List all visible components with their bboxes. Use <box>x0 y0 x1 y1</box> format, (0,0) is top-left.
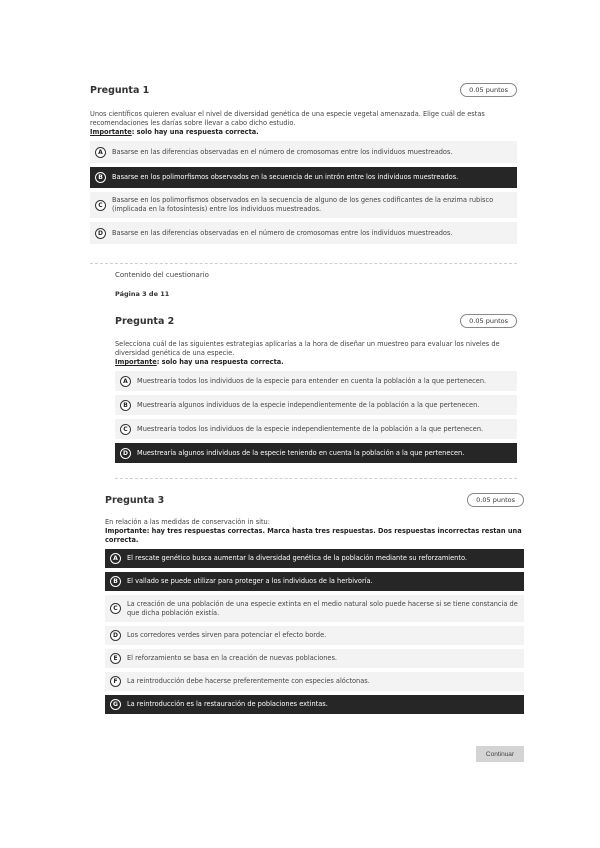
question-text: En relación a las medidas de conservación in situ: <box>105 518 270 526</box>
divider <box>115 478 517 479</box>
continue-button[interactable]: Continuar <box>476 746 524 762</box>
option-text: Muestrearía todos los individuos de la especie independientemente de la población a la que pertenecen. <box>137 424 484 433</box>
option-letter: D <box>110 630 121 641</box>
option-a[interactable] <box>105 549 524 568</box>
question-text: Selecciona cuál de las siguientes estrategias aplicarías a la hora de diseñar un muestreo para evaluar los niveles de diversidad genética de una especie. <box>115 340 500 357</box>
option-letter: B <box>110 576 121 587</box>
option-letter: B <box>120 400 131 411</box>
option-letter: A <box>120 376 131 387</box>
question-title: Pregunta 2 <box>115 315 175 327</box>
option-letter: F <box>110 676 121 687</box>
option-letter: G <box>110 699 121 710</box>
option-text: El vallado se puede utilizar para proteger a los individuos de la herbivoría. <box>127 577 373 585</box>
option-g[interactable] <box>105 695 524 714</box>
option-text: La reintroducción es la restauración de poblaciones extintas. <box>127 700 328 708</box>
option-c[interactable] <box>115 419 517 439</box>
option-c[interactable] <box>105 595 524 622</box>
option-text: Basarse en los polimorfismos observados en la secuencia de alguno de los genes codificantes de la enzima rubisco (implicada en la fotosíntesis) entre los individuos muestreados. <box>112 196 494 213</box>
points-badge: 0.05 puntos <box>460 83 517 97</box>
option-a[interactable] <box>90 141 517 163</box>
question-title: Pregunta 3 <box>105 494 165 506</box>
option-letter: C <box>110 603 121 614</box>
option-c[interactable] <box>90 192 517 218</box>
option-letter: C <box>120 424 131 435</box>
option-text: Muestrearía todos los individuos de la especie para entender en cuenta la población a la que pertenecen. <box>137 376 487 385</box>
option-letter: D <box>120 448 131 459</box>
option-text: Basarse en las diferencias observadas en el número de cromosomas entre los individuos muestreados. <box>112 228 453 237</box>
question-note: Importante: hay tres respuestas correctas. Marca hasta tres respuestas. Dos respuestas incorrectas restan una correcta. <box>105 527 522 544</box>
option-letter: C <box>95 200 106 211</box>
question-title: Pregunta 1 <box>90 84 150 96</box>
option-text: Muestrearía algunos individuos de la especie independientemente de la población a la que pertenecen. <box>137 400 480 409</box>
option-text: Los corredores verdes sirven para potenciar el efecto borde. <box>127 631 327 639</box>
option-text: El reforzamiento se basa en la creación de nuevas poblaciones. <box>127 654 337 662</box>
question-header <box>115 313 517 329</box>
option-letter: A <box>95 147 106 158</box>
divider <box>90 263 517 264</box>
points-badge: 0.05 puntos <box>467 493 524 507</box>
question-header <box>105 492 524 508</box>
option-letter: D <box>95 228 106 239</box>
option-text: Muestrearía algunos individuos de la especie teniendo en cuenta la población a la que pertenecen. <box>137 448 465 457</box>
option-text: El rescate genético busca aumentar la diversidad genética de la población mediante su reforzamiento. <box>127 554 467 562</box>
option-text: La creación de una población de una especie extinta en el medio natural solo puede hacerse si se tiene constancia de que dicha población existía. <box>127 599 518 617</box>
question-text: Unos científicos quieren evaluar el nivel de diversidad genética de una especie vegetal amenazada. Elige cuál de estas recomendaciones les darías sobre llevar a cabo dicho estudio. <box>90 110 485 127</box>
option-b[interactable] <box>115 395 517 415</box>
section-label: Contenido del cuestionario <box>115 271 209 279</box>
option-f[interactable] <box>105 672 524 691</box>
option-b[interactable] <box>105 572 524 591</box>
option-a[interactable] <box>115 371 517 391</box>
question-header <box>90 82 517 98</box>
option-e[interactable] <box>105 649 524 668</box>
option-b[interactable] <box>90 167 517 188</box>
option-text: Basarse en las diferencias observadas en el número de cromosomas entre los individuos muestreados. <box>112 147 453 156</box>
option-d[interactable] <box>115 443 517 463</box>
option-text: Basarse en los polimorfismos observados en la secuencia de un intrón entre los individuos muestreados. <box>112 173 459 181</box>
question-3 <box>105 492 524 714</box>
question-2 <box>115 313 517 463</box>
question-note: Importante: solo hay una respuesta correcta. <box>90 128 259 136</box>
question-1 <box>90 82 517 244</box>
page-indicator: Página 3 de 11 <box>115 290 170 298</box>
option-letter: A <box>110 553 121 564</box>
option-text: La reintroducción debe hacerse preferentemente con especies alóctonas. <box>127 677 370 685</box>
option-d[interactable] <box>90 222 517 244</box>
option-letter: E <box>110 653 121 664</box>
points-badge: 0.05 puntos <box>460 314 517 328</box>
option-d[interactable] <box>105 626 524 645</box>
option-letter: B <box>95 172 106 183</box>
question-note: Importante: solo hay una respuesta correcta. <box>115 358 284 366</box>
